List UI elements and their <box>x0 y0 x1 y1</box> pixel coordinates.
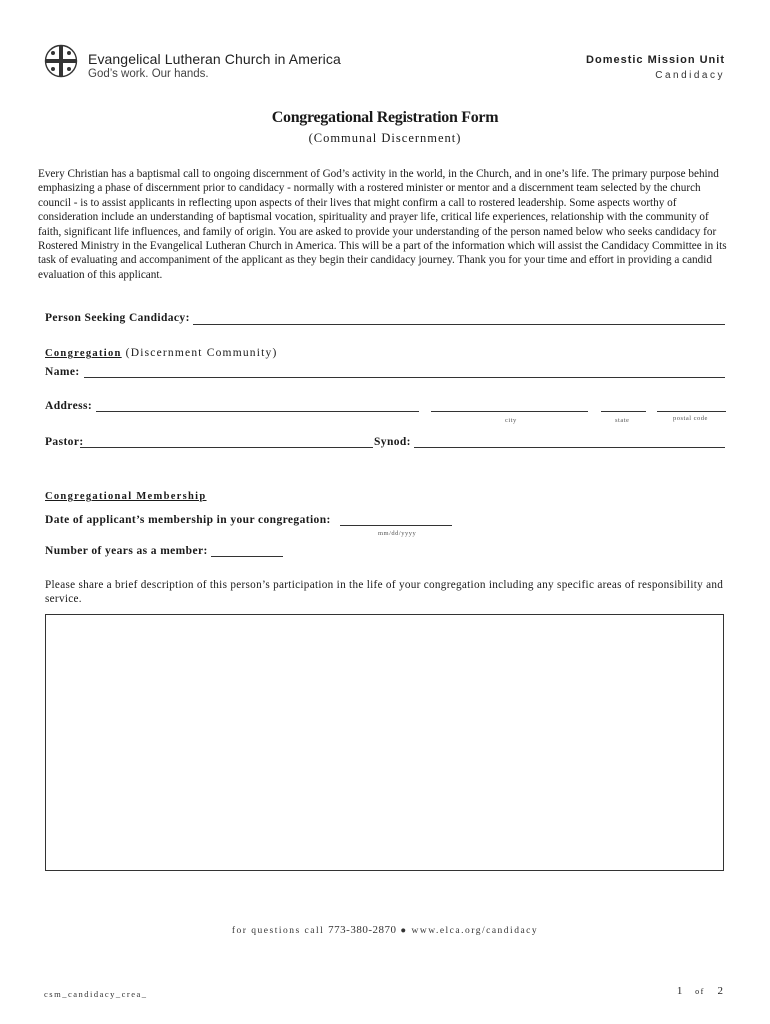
total-pages: 2 <box>717 985 723 997</box>
membership-date-field[interactable] <box>340 525 452 526</box>
form-code: csm_candidacy_crea_ <box>44 989 148 999</box>
footer-contact <box>0 924 770 936</box>
name-label: Name: <box>45 366 80 378</box>
form-title: Congregational Registration Form <box>271 109 499 126</box>
pastor-field[interactable] <box>80 447 373 448</box>
postal-caption: postal code <box>673 415 708 422</box>
org-name: Evangelical Lutheran Church in America <box>88 51 341 67</box>
city-caption: city <box>505 417 517 424</box>
org-tagline: God’s work. Our hands. <box>88 68 209 80</box>
membership-heading: Congregational Membership <box>45 491 207 502</box>
form-subtitle: (Communal Discernment) <box>308 131 462 145</box>
address-label: Address: <box>45 400 93 412</box>
page-number <box>677 985 723 997</box>
address-state-field[interactable] <box>601 411 646 412</box>
date-format-caption: mm/dd/yyyy <box>378 530 417 537</box>
person-seeking-field[interactable] <box>193 324 725 325</box>
page-of: of <box>695 987 705 996</box>
years-member-field[interactable] <box>211 556 283 557</box>
unit-name: Domestic Mission Unit <box>586 54 725 66</box>
state-caption: state <box>615 417 630 424</box>
synod-label: Synod: <box>374 436 411 448</box>
name-field[interactable] <box>84 377 725 378</box>
pastor-label: Pastor: <box>45 436 84 448</box>
intro-paragraph: Every Christian has a baptismal call to ongoing discernment of God’s activity in the world, in the Church, and in one’s life. The primary purpose behind emphasizing a phase of discernment prior to candidacy - normally with a rostered minister or mentor and a discernment team selected by the church council - is to assist applicants in reflecting upon aspects of their lives that might confirm a call to rostered leadership. Some aspects worthy of consideration include an understanding of baptismal vocation, spirituality and prayer life, critical life experiences, relationship with the community of faith, significant life influences, and family of origin. You are asked to provide your understanding of the person named below who seeks candidacy for Rostered Ministry in the Evangelical Lutheran Church in America. This will be a part of the information which will assist the Candidacy Committee in its task of evaluating and accompaniment of the applicant as they begin their candidacy journey. Thank you for your time and effort in providing a candid evaluation of this applicant. <box>38 168 727 281</box>
unit-subtitle: Candidacy <box>655 70 725 81</box>
years-member-label: Number of years as a member: <box>45 545 208 557</box>
footer-website: www.elca.org/candidacy <box>411 926 539 936</box>
footer-phone: 773-380-2870 <box>328 924 397 936</box>
synod-field[interactable] <box>414 447 725 448</box>
participation-prompt: Please share a brief description of this person’s participation in the life of your congregation including any specific areas of responsibility and service. <box>45 579 724 605</box>
membership-date-label: Date of applicant’s membership in your congregation: <box>45 514 331 526</box>
congregation-heading: Congregation <box>45 348 122 359</box>
address-city-field[interactable] <box>431 411 588 412</box>
footer-questions: for questions call <box>231 926 325 936</box>
elca-cross-logo-icon <box>44 44 78 78</box>
participation-textbox[interactable] <box>45 614 724 871</box>
person-seeking-label: Person Seeking Candidacy: <box>45 312 190 324</box>
congregation-heading-row <box>45 343 278 361</box>
bullet-icon: ● <box>400 926 408 936</box>
congregation-note: (Discernment Community) <box>125 347 278 359</box>
address-street-field[interactable] <box>96 411 419 412</box>
current-page: 1 <box>676 985 683 997</box>
address-postal-field[interactable] <box>657 411 726 412</box>
